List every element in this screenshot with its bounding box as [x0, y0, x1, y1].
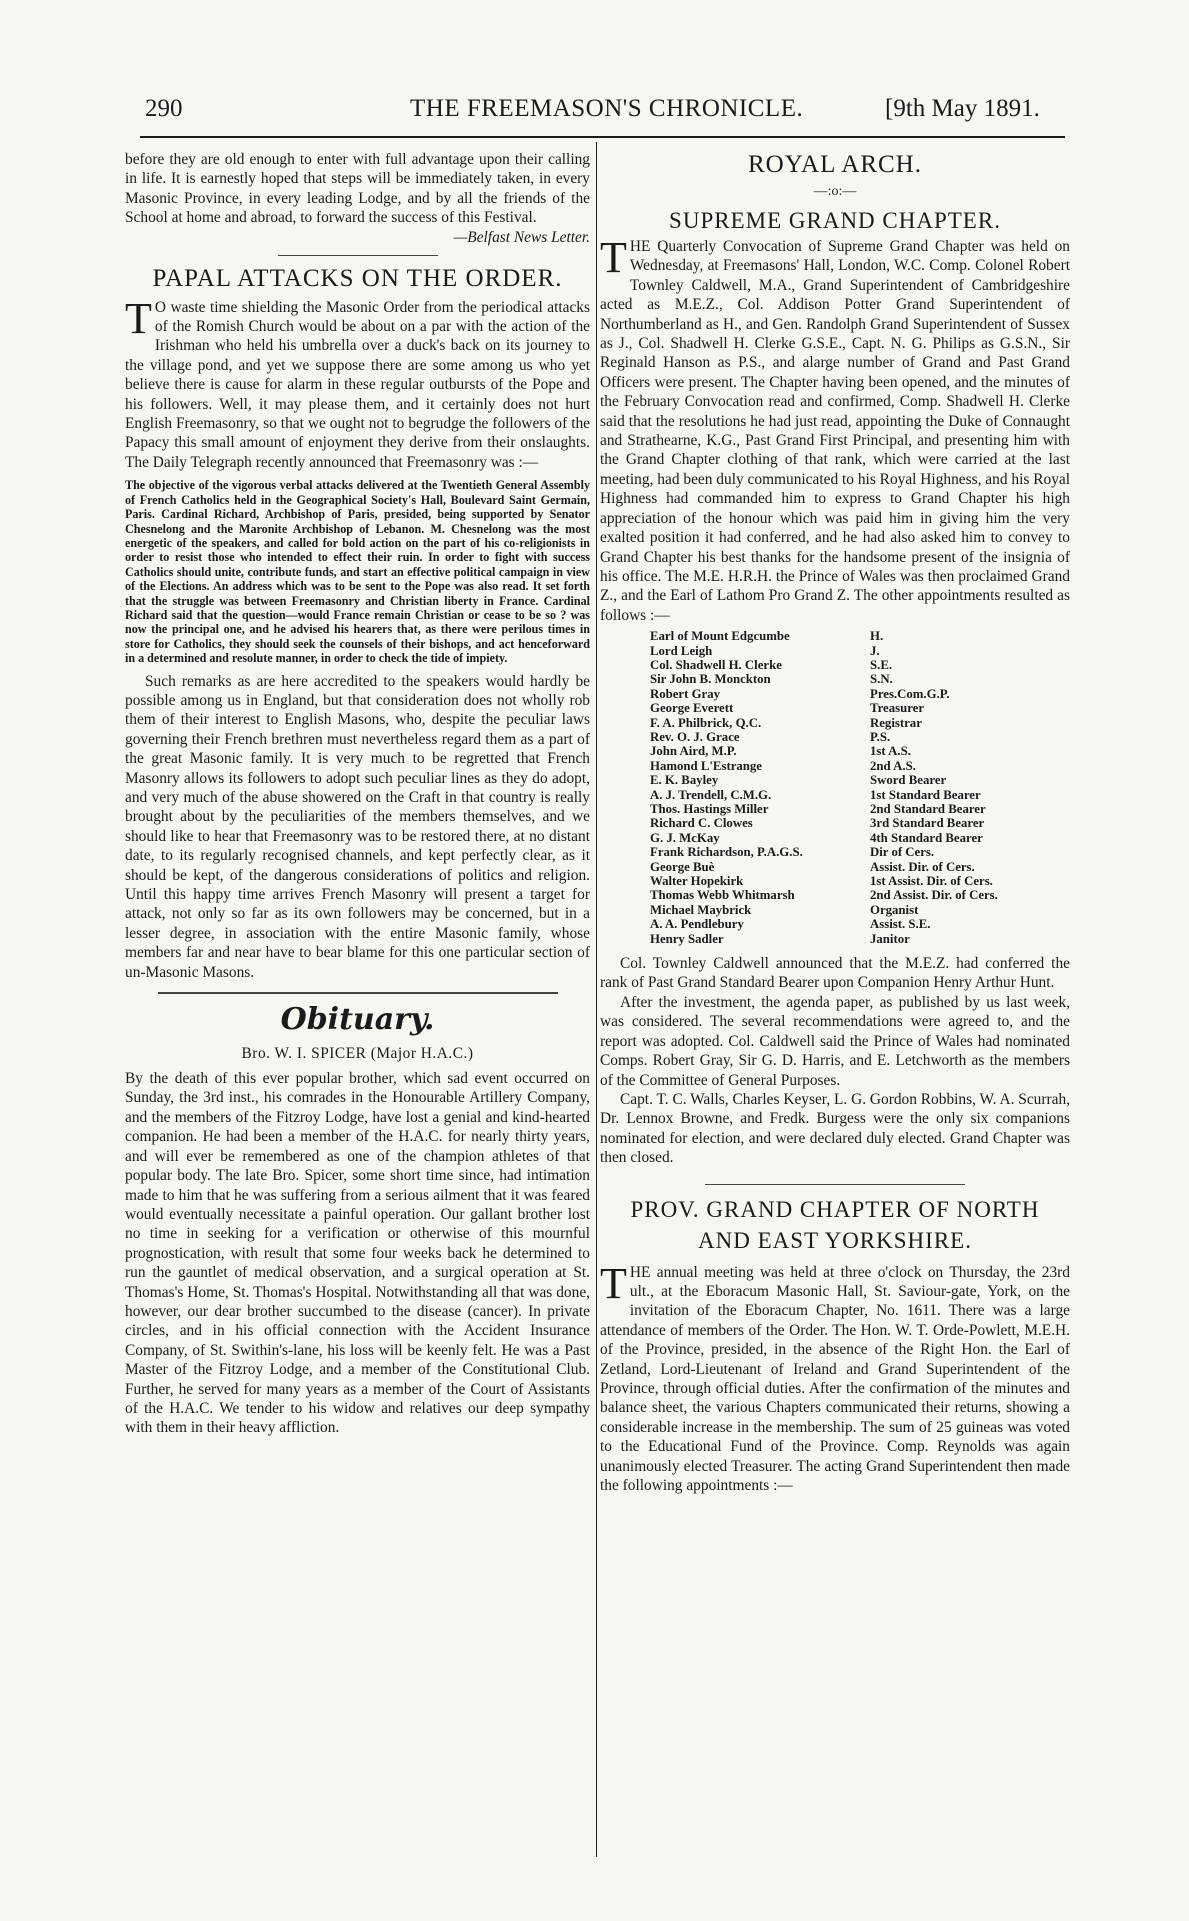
appointee-office: P.S. [870, 729, 891, 744]
appointment-row [650, 644, 998, 658]
appointment-row [650, 701, 998, 715]
prov-text-1: HE annual meeting was held at three o'clock on Thursday, the 23rd ult., at the Eboracum Masonic Hall, St. Saviour-gate, York, on the invitation of the Eboracum Chapter, No. 1611. There was a large attendance of members of the Order. The Hon. W. T. Orde-Powlett, M.E.H. of the Province, presided, in the absence of the Right Hon. the Earl of Zetland, Lord-Lieutenant of Ireland and Grand Superintendent of the Province, through official duties. After the confirmation of the minutes and balance sheet, the various Chapters communicated their returns, showing a considerable increase in the membership. The sum of 25 guineas was voted to the Educational Fund of the Province. Comp. Reynolds was again unanimously elected Treasurer. The acting Grand Superintendent then made the following appointments :— [600, 1263, 1070, 1494]
appointee-name: George Buè [650, 859, 715, 874]
appointment-row [650, 917, 998, 931]
appointee-office: Dir of Cers. [870, 845, 935, 860]
appointment-row [650, 802, 998, 816]
appointment-row [650, 860, 998, 874]
header-rule [140, 136, 1065, 138]
appointee-office: S.N. [870, 672, 893, 687]
appointee-name: E. K. Bayley [650, 773, 719, 788]
appointee-office: 4th Standard Bearer [870, 830, 983, 845]
papal-quote: The objective of the vigorous verbal attacks delivered at the Twentieth General Assembly of French Catholics held in the Geographical Society's Hall, Boulevard Saint Germain, Paris. Cardinal Richard, Archbishop of Paris, presided, being supported by Senator Chesnelong and the Maronite Archbishop of Lebanon. M. Chesnelong was the most energetic of the speakers, and called for bold action on the part of his co-religionists in order to resist those who intended to effect their ruin. In order to fight with success Catholics should unite, contribute funds, and start an effective political campaign in view of the Elections. An address which was to be sent to the Pope was also read. It set forth that the struggle was between Freemasonry and Christian liberty in France. Cardinal Richard said that the question—would France remain Christian or cease to be so ? was now the principal one, and he advised his hearers that, as there were perilous times in store for Catholics, they should seek the counsels of their bishops, and act henceforward in a determined and resolute manner, in order to check the tide of impiety. [125, 478, 590, 666]
appointment-row [650, 874, 998, 888]
appointee-office: Registrar [870, 715, 922, 730]
right-column [600, 150, 1070, 1495]
prov-paragraph-1 [600, 1258, 1070, 1496]
papal-paragraph-1 [125, 293, 590, 473]
appointee-office: 1st Standard Bearer [870, 787, 981, 802]
appointee-office: 1st Assist. Dir. of Cers. [870, 874, 993, 889]
appointee-name: Hamond L'Estrange [650, 758, 762, 773]
papal-text-2: Such remarks as are here accredited to the speakers would hardly be possible among us in England, but that consideration does not wholly rob them of their interest to English Masons, who, despite the peculiar laws governing their French brethren must nevertheless regard them as a part of the great Masonic family. It is very much to be regretted that French Masonry allows its followers to adopt such peculiar lines as they do adopt, and very much of the abuse showered on the Craft in that country is really brought about by the peculiarities of the members themselves, and we should like to hear that Freemasonry was to be restored there, at no distant date, to its regularly recognised channels, and kept perfectly clear, as it should be kept, of the dangerous considerations of politics and religion. Until this happy time arrives French Masonry will present a target for attack, not only so far as its own followers may be concerned, but in a lesser degree, in association with the entire Masonic family, whose members far and near have to bear blame for this one particular section of un-Masonic Masons. [125, 672, 590, 981]
appointee-name: Walter Hopekirk [650, 874, 744, 889]
papal-text-1: O waste time shielding the Masonic Order from the periodical attacks of the Romish Church would be about on a par with the action of the Irishman who held his umbrella over a duck's back on its journey to the village pond, and yet we suppose there are some among us who yet believe there is cause for alarm in these regular outbursts of the Pope and his followers. Well, it may please them, and it certainly does not hurt English Freemasonry, so that we ought not to begrudge the followers of the Papacy this small amount of enjoyment they derive from their onslaughts. The Daily Telegraph recently announced that Freemasonry was :— [125, 298, 590, 471]
appointee-name: Richard C. Clowes [650, 816, 753, 831]
page-number: 290 [145, 95, 183, 122]
appointee-office: Treasurer [870, 701, 925, 716]
appointee-name: George Everett [650, 701, 734, 716]
appointee-name: Thos. Hastings Miller [650, 802, 769, 816]
appointee-name: Robert Gray [650, 686, 721, 701]
appointee-office: Assist. S.E. [870, 917, 931, 932]
left-column [125, 150, 590, 1438]
papal-article-title: PAPAL ATTACKS ON THE ORDER. [152, 264, 563, 292]
supreme-grand-chapter-title: SUPREME GRAND CHAPTER. [669, 208, 1001, 233]
appointee-office: 2nd A.S. [870, 758, 916, 773]
appointee-name: Frank Richardson, P.A.G.S. [650, 845, 803, 860]
section-rule [158, 992, 558, 994]
appointment-row [650, 888, 998, 902]
royal-arch-title: ROYAL ARCH. [748, 151, 922, 178]
appointee-name: Thomas Webb Whitmarsh [650, 888, 795, 903]
issue-date: [9th May 1891. [885, 95, 1040, 122]
appointment-row [650, 845, 998, 859]
drop-cap: T [600, 233, 627, 282]
appointee-name: Michael Maybrick [650, 902, 752, 917]
obituary-subtitle: Bro. W. I. SPICER (Major H.A.C.) [241, 1045, 474, 1063]
sgc-paragraph-1 [600, 233, 1070, 625]
appointee-name: Lord Leigh [650, 643, 713, 658]
appointee-name: Henry Sadler [650, 931, 724, 946]
appointee-name: Rev. O. J. Grace [650, 729, 740, 744]
appointment-row [650, 687, 998, 701]
appointee-office: Organist [870, 902, 919, 917]
page-header [125, 95, 1065, 133]
appointee-name: A. A. Pendlebury [650, 917, 744, 932]
appointee-name: Col. Shadwell H. Clerke [650, 657, 782, 672]
intro-paragraph: before they are old enough to enter with full advantage upon their calling in life. It is earnestly hoped that steps will be immediately taken, in every Masonic Province, in every leading Lodge, and by all the friends of the School at home and abroad, to forward the success of this Festival. [125, 151, 590, 227]
prov-title-line-1: PROV. GRAND CHAPTER OF NORTH [630, 1196, 1040, 1222]
appointment-row [650, 773, 998, 787]
appointee-office: Assist. Dir. of Cers. [870, 859, 975, 874]
appointment-row [650, 716, 998, 730]
appointment-row [650, 788, 998, 802]
obituary-text: By the death of this ever popular brother, which sad event occurred on Sunday, the 3rd inst., his comrades in the Honourable Artillery Company, and the members of the Fitzroy Lodge, have lost a genial and kind-hearted companion. He had been a member of the H.A.C. for nearly thirty years, and will ever be remembered as one of the champion athletes of that popular body. The late Bro. Spicer, some short time since, had intimation made to him that he was suffering from a serious ailment that it was feared would eventually necessitate a painful operation. Our gallant brother lost no time in seeking for a verification or otherwise of this mournful prognostication, with result that some four weeks back he determined to run the gauntlet of medical observation, and a surgical operation at St. Thomas's Home, St. Thomas's Hospital. Notwithstanding all that was done, however, our dear brother succumbed to the disease (cancer). In private circles, and in his official connection with the Accident Insurance Company, of St. Swithin's-lane, his loss will be keenly felt. He was a Past Master of the Fitzroy Lodge, and a member of the Constitutional Club. Further, he served for many years as a member of the Court of Assistants of the H.A.C. We tender to his widow and relatives our deep sympathy with them in their heavy affliction. [125, 1070, 590, 1437]
appointment-row [650, 759, 998, 773]
appointment-row [650, 730, 998, 744]
intro-attribution: —Belfast News Letter. [453, 228, 590, 246]
appointment-row [650, 658, 998, 672]
appointee-name: G. J. McKay [650, 830, 720, 845]
column-divider [596, 142, 597, 1857]
appointments-table [650, 629, 998, 946]
section-rule [705, 1184, 965, 1185]
sgc-text-4: Capt. T. C. Walls, Charles Keyser, L. G. Gordon Robbins, W. A. Scurrah, Dr. Lennox Browne, and Fredk. Burgess were the only six companions nominated for election, and were declared duly elected. Grand Chapter was then closed. [600, 1090, 1070, 1167]
appointee-office: Pres.Com.G.P. [870, 686, 950, 701]
appointee-office: Janitor [870, 931, 910, 946]
sgc-text-1: HE Quarterly Convocation of Supreme Grand Chapter was held on Wednesday, at Freemasons' Hall, London, W.C. Comp. Colonel Robert Townley Caldwell, M.A., Grand Superintendent of Cambridgeshire acted as M.E.Z., Col. Addison Potter Grand Superintendent of Northumberland as H., and Gen. Randolph Grand Superintendent of Sussex as J., Col. Shadwell H. Clerke G.S.E., Capt. N. G. Philips as G.S.N., Sir Reginald Hanson as P.S., and alarge number of Grand and Past Grand Officers were present. The Chapter having been opened, and the minutes of the February Convocation read and confirmed, Comp. Shadwell H. Clerke said that the resolutions he had just read, appointing the Duke of Connaught and Strathearne, K.G., Past Grand First Principal, and presenting him with the Grand Chapter clothing of that rank, which were carried at the last meeting, had been duly communicated to his Royal Highness, and his Royal Highness had commanded him to express to Grand Chapter his high appreciation of the honour which was paid him in giving him the very exalted position it had conferred, and he had also asked him to convey to Grand Chapter his best thanks for the handsome present of the insignia of his office. The M.E. H.R.H. the Prince of Wales was then proclaimed Grand Z., and the Earl of Lathom Pro Grand Z. The other appointments resulted as follows :— [600, 238, 1070, 624]
drop-cap: T [125, 293, 152, 343]
appointee-name: F. A. Philbrick, Q.C. [650, 715, 762, 730]
separator: —:o:— [813, 184, 857, 199]
appointment-row [650, 816, 998, 830]
appointee-office: H. [870, 629, 884, 644]
appointee-name: Sir John B. Monckton [650, 672, 771, 687]
appointee-office: S.E. [870, 657, 893, 672]
appointee-name: John Aird, M.P. [650, 744, 737, 759]
appointment-row [650, 903, 998, 917]
appointment-row [650, 932, 998, 946]
section-rule [278, 255, 438, 256]
appointment-row [650, 831, 998, 845]
publication-title: THE FREEMASON'S CHRONICLE. [410, 95, 804, 122]
prov-title-line-2: AND EAST YORKSHIRE. [698, 1227, 972, 1253]
appointment-row [650, 744, 998, 758]
appointee-office: 2nd Assist. Dir. of Cers. [870, 888, 998, 903]
appointment-row [650, 629, 998, 643]
appointment-row [650, 672, 998, 686]
appointee-office: 2nd Standard Bearer [870, 802, 986, 816]
appointee-office: 1st A.S. [870, 744, 911, 759]
appointee-office: J. [870, 643, 880, 658]
appointee-name: A. J. Trendell, C.M.G. [650, 787, 772, 802]
appointee-office: 3rd Standard Bearer [870, 816, 985, 831]
appointee-office: Sword Bearer [870, 773, 947, 788]
sgc-text-3: After the investment, the agenda paper, as published by us last week, was considered. The several recommendations were agreed to, and the report was adopted. Col. Caldwell said the Prince of Wales had nominated Comps. Robert Gray, Sir G. D. Harris, and E. Letchworth as the members of the Committee of General Purposes. [600, 993, 1070, 1089]
obituary-title: Obituary. [280, 1002, 435, 1038]
sgc-text-2: Col. Townley Caldwell announced that the M.E.Z. had conferred the rank of Past Grand Standard Bearer upon Companion Henry Arthur Hunt. [600, 955, 1070, 992]
appointee-name: Earl of Mount Edgcumbe [650, 629, 790, 644]
drop-cap: T [600, 1258, 627, 1308]
